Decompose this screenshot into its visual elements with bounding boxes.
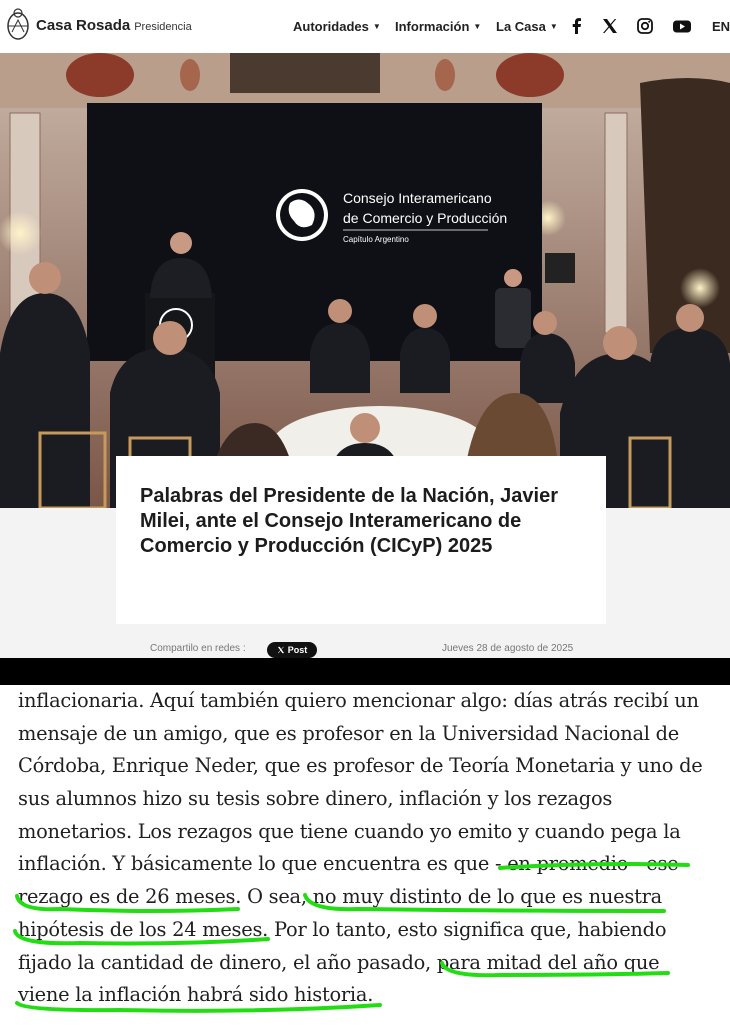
brand-sub: Presidencia <box>134 21 192 33</box>
x-icon <box>277 646 285 654</box>
facebook-icon[interactable] <box>568 17 586 35</box>
screen-text-2: de Comercio y Producción <box>343 210 508 226</box>
text-line: fijado la cantidad de dinero, el año pasado, para mitad del año que <box>18 950 660 974</box>
coat-of-arms-logo[interactable] <box>6 7 30 43</box>
site-header <box>0 0 730 53</box>
youtube-icon[interactable] <box>672 17 692 35</box>
share-label: Compartilo en redes : <box>150 643 246 654</box>
nav-la-casa[interactable] <box>496 19 558 34</box>
nav-label: Autoridades <box>293 19 369 34</box>
text-line: viene la inflación habrá sido historia. <box>18 983 374 1007</box>
nav-label: Información <box>395 19 470 34</box>
screen-text-3: Capítulo Argentino <box>343 235 409 244</box>
text-line: rezago es de 26 meses. O sea, no muy distinto de lo que es nuestra <box>18 885 662 909</box>
text-line: mensaje de un amigo, que es profesor en la Universidad Nacional de <box>18 721 680 745</box>
event-photo-illustration <box>0 53 730 508</box>
text-line: monetarios. Los rezagos que tiene cuando yo emito y cuando pega la <box>18 819 681 843</box>
text-line: inflacionaria. Aquí también quiero mencionar algo: días atrás recibí un <box>18 689 699 712</box>
x-post-button[interactable] <box>267 642 317 658</box>
caret-down-icon: ▼ <box>473 22 482 31</box>
caret-down-icon: ▼ <box>549 22 558 31</box>
instagram-icon[interactable] <box>636 17 654 35</box>
text-line: sus alumnos hizo su tesis sobre dinero, inflación y los rezagos <box>18 787 613 811</box>
article-paragraph <box>18 685 723 1012</box>
nav-autoridades[interactable] <box>293 19 381 34</box>
x-icon[interactable] <box>601 17 619 35</box>
hero-photo <box>0 53 730 508</box>
text-line: Córdoba, Enrique Neder, que es profesor de Teoría Monetaria y uno de <box>18 754 703 778</box>
title-card <box>116 456 606 624</box>
brand-name: Casa Rosada <box>36 17 131 34</box>
x-post-label: Post <box>287 645 308 655</box>
screen-text-1: Consejo Interamericano <box>343 190 492 206</box>
caret-down-icon: ▼ <box>372 22 381 31</box>
article-date: Jueves 28 de agosto de 2025 <box>442 643 574 654</box>
text-line: hipótesis de los 24 meses. Por lo tanto, esto significa que, habiendo <box>18 917 667 941</box>
article-title: Palabras del Presidente de la Nación, Javier Milei, ante el Consejo Interamericano de Comercio y Producción (CICyP) 2025 <box>140 485 558 557</box>
nav-label: La Casa <box>496 19 546 34</box>
nav-informacion[interactable] <box>395 19 481 34</box>
language-switch[interactable]: EN <box>712 19 730 34</box>
article-excerpt <box>0 685 730 1030</box>
text-line: inflación. Y básicamente lo que encuentra es que - en promedio - ese <box>18 852 679 876</box>
divider-bar <box>0 658 730 685</box>
brand[interactable] <box>36 17 192 34</box>
